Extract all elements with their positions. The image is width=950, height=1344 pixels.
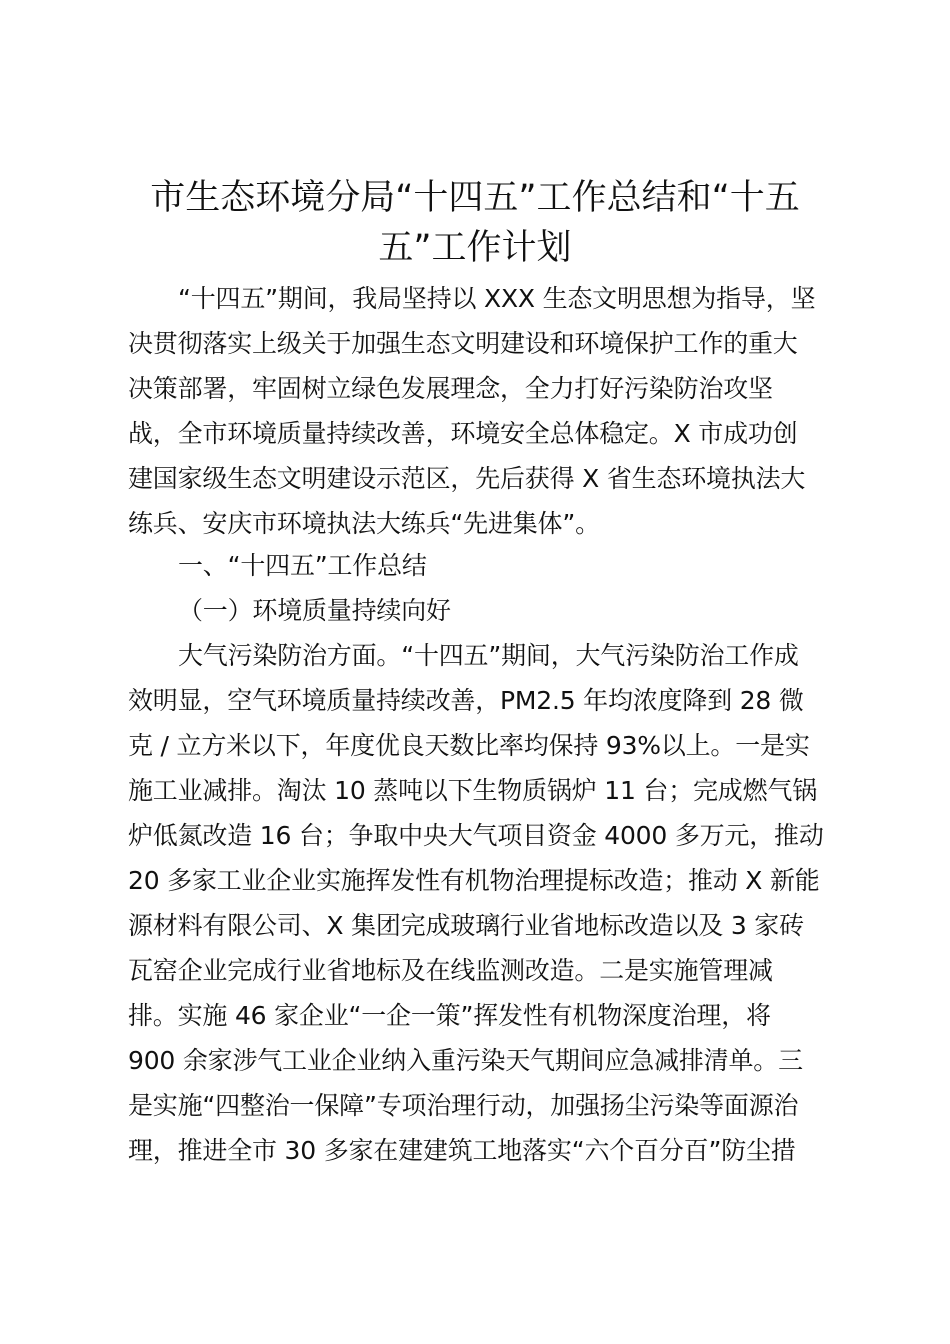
paragraph-intro-line: 建国家级生态文明建设示范区，先后获得 X 省生态环境执法大: [128, 464, 806, 493]
paragraph-intro-line: 决贯彻落实上级关于加强生态文明建设和环境保护工作的重大: [128, 329, 798, 358]
subsection-heading-1: （一）环境质量持续向好: [178, 596, 451, 625]
paragraph-air-line: 源材料有限公司、X 集团完成玻璃行业省地标改造以及 3 家砖: [128, 911, 804, 940]
paragraph-air-line: 是实施“四整治一保障”专项治理行动，加强扬尘污染等面源治: [128, 1091, 799, 1120]
paragraph-air-line: 克 / 立方米以下，年度优良天数比率均保持 93%以上。一是实: [128, 731, 810, 760]
paragraph-air-line: 瓦窑企业完成行业省地标及在线监测改造。二是实施管理减: [128, 956, 773, 985]
paragraph-air-line: 20 多家工业企业实施挥发性有机物治理提标改造；推动 X 新能: [128, 866, 820, 895]
paragraph-air-line: 理，推进全市 30 多家在建建筑工地落实“六个百分百”防尘措: [128, 1136, 796, 1165]
document-title-line-1: 市生态环境分局“十四五”工作总结和“十五: [150, 178, 800, 218]
paragraph-intro-line: 决策部署，牢固树立绿色发展理念，全力打好污染防治攻坚: [128, 374, 773, 403]
paragraph-air-line: 炉低氮改造 16 台；争取中央大气项目资金 4000 多万元，推动: [128, 821, 824, 850]
paragraph-intro-line: 战，全市环境质量持续改善，环境安全总体稳定。X 市成功创: [128, 419, 798, 448]
paragraph-air-line: 排。实施 46 家企业“一企一策”挥发性有机物深度治理，将: [128, 1001, 771, 1030]
document-title-line-2: 五”工作计划: [378, 228, 572, 268]
paragraph-air-line: 大气污染防治方面。“十四五”期间，大气污染防治工作成: [178, 641, 799, 670]
paragraph-air-line: 效明显，空气环境质量持续改善，PM2.5 年均浓度降到 28 微: [128, 686, 804, 715]
paragraph-air-line: 施工业减排。淘汰 10 蒸吨以下生物质锅炉 11 台；完成燃气锅: [128, 776, 818, 805]
paragraph-intro-line: “十四五”期间，我局坚持以 XXX 生态文明思想为指导，坚: [178, 284, 816, 313]
paragraph-intro-line: 练兵、安庆市环境执法大练兵“先进集体”。: [128, 509, 600, 538]
section-heading-1: 一、“十四五”工作总结: [178, 551, 427, 580]
paragraph-air-line: 900 余家涉气工业企业纳入重污染天气期间应急减排清单。三: [128, 1046, 803, 1075]
